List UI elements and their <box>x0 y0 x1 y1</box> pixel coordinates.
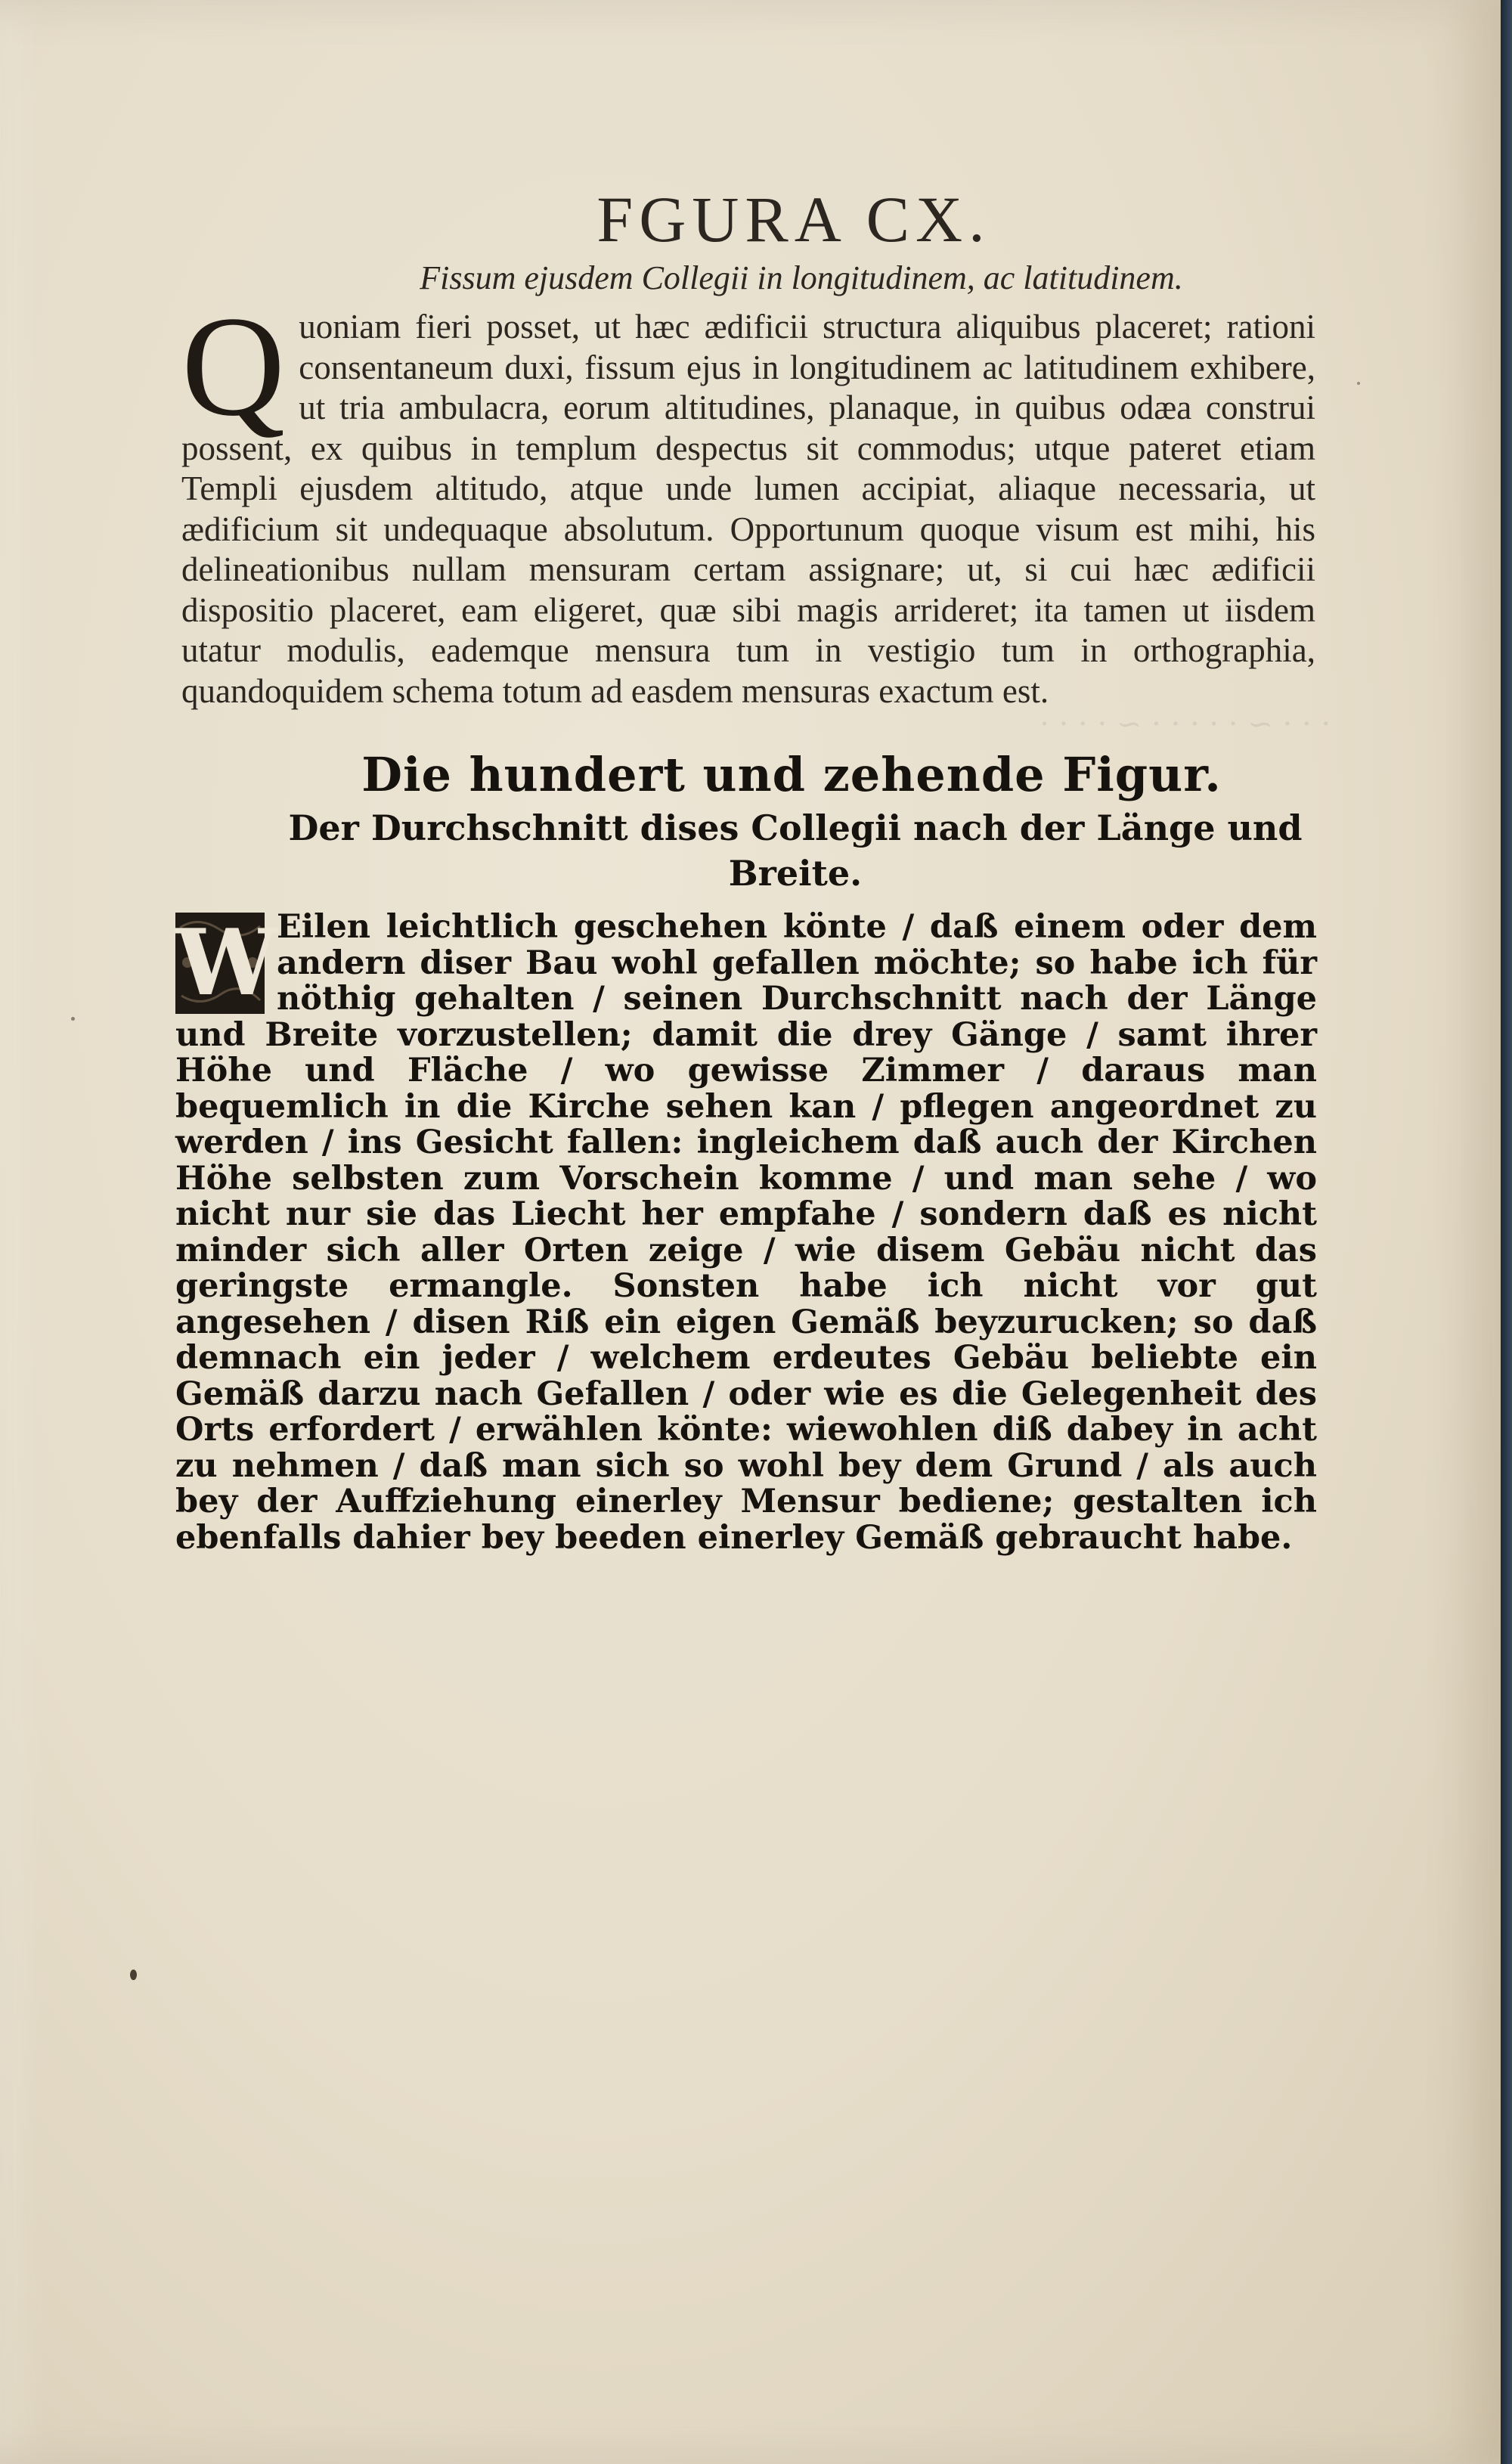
latin-subtitle: Fissum ejusdem Collegii in longitudinem, ac latitudinem. <box>420 259 1183 296</box>
ink-speck <box>71 1017 75 1021</box>
show-through-text: · · · ~ · · · · · ~ · · · · <box>1040 707 1331 742</box>
latin-title: FGURA CX. <box>596 183 991 256</box>
latin-paragraph <box>181 287 1315 711</box>
german-subtitle: Der Durchschnitt dises Collegii nach der Länge und Breite. <box>288 807 1303 894</box>
german-title: Die hundert und zehende Figur. <box>361 747 1222 802</box>
german-section <box>175 745 1317 1556</box>
ink-speck <box>130 1970 137 1980</box>
german-ornamental-initial <box>175 910 277 1016</box>
latin-body-text: uoniam fieri posset, ut hæc ædificii structura aliquibus placeret; rationi consentaneum duxi, fissum ejus in longitudinem ac latitudinem exhibere, ut tria ambulacra, eorum altitudines, planaque, in quibus odæa construi possent, ex quibus in templum despectus sit commodus; utque pateret etiam Templi ejusdem altitudo, atque unde lumen accipiat, aliaque necessaria, ut ædificium sit undequaque absolutum. Opportunum quoque visum est mihi, his delineationibus nullam mensuram certam assignare; ut, si cui hæc ædificii dispositio placeret, eam eligeret, quæ sibi magis arrideret; ita tamen ut iisdem utatur modulis, eademque mensura tum in vestigio tum in orthographia, quandoquidem schema totum ad easdem mensuras exactum est. <box>181 308 1315 710</box>
ink-speck <box>1357 382 1360 385</box>
german-drop-cap-letter: W <box>175 910 277 1016</box>
latin-section <box>181 181 1315 711</box>
page-edge <box>1501 0 1512 2464</box>
german-body-text: Eilen leichtlich geschehen könte / daß einem oder dem andern diser Bau wohl gefallen möchte; so habe ich für nöthig gehalten / seinen Durchschnitt nach der Länge und Breite vorzustellen; damit die drey Gänge / samt ihrer Höhe und Fläche / wo gewisse Zimmer / daraus man bequemlich in die Kirche sehen kan / pflegen angeordnet zu werden / ins Gesicht fallen: ingleichem daß auch der Kirchen Höhe selbsten zum Vorschein komme / und man sehe / wo nicht nur sie das Liecht her empfahe / sondern daß es nicht minder sich aller Orten zeige / wie disem Gebäu nicht das geringste ermangle. Sonsten habe ich nicht vor gut angesehen / disen Riß ein eigen Gemäß beyzurucken; so daß demnach ein jeder / welchem erdeutes Gebäu beliebte ein Gemäß darzu nach Gefallen / oder wie es die Gelegenheit des Orts erfordert / erwählen könte: wiewohlen diß dabey in acht zu nehmen / daß man sich so wohl bey dem Grund / als auch bey der Auffziehung einerley Mensur bediene; gestalten ich ebenfalls dahier bey beeden einerley Gemäß gebraucht habe. <box>175 908 1317 1557</box>
german-paragraph <box>175 910 1317 1556</box>
latin-drop-cap: Q <box>181 287 286 446</box>
